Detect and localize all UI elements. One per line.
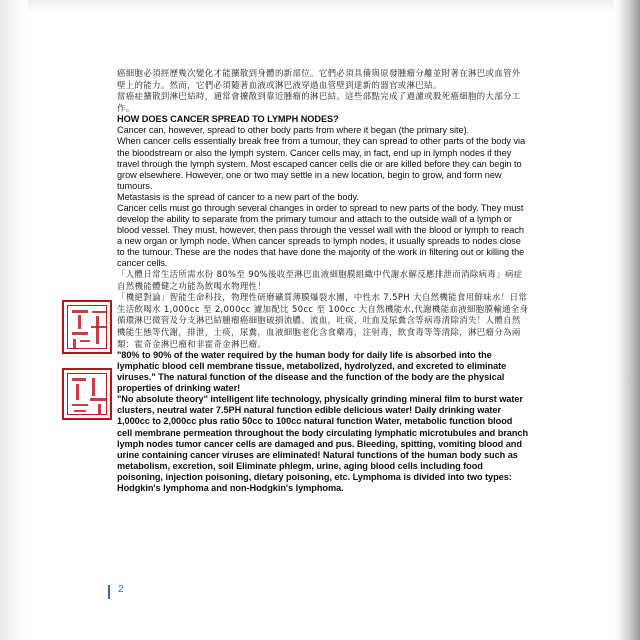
- page-number: 2: [118, 584, 124, 595]
- red-seal-stamp-top: [62, 300, 112, 354]
- seal-mark: [78, 315, 81, 329]
- seal-mark: [90, 398, 106, 401]
- paragraph-primary-site: Cancer can, however, spread to other body parts from where it began (the primary site).: [117, 125, 470, 136]
- paragraph-zh-metastasis: 癌細胞必須經歷幾次變化才能擴散到身體的新部位。它們必須具備與原發腫瘤分離並附著在淋巴或血管外壁上的能力。然而，它們必須隨著血液或淋巴液穿過血管壁到達新的器官或淋巴結。: [117, 68, 521, 90]
- seal-mark: [74, 410, 86, 412]
- scan-shadow-left: [0, 0, 28, 640]
- scan-shadow-top: [0, 0, 640, 14]
- paragraph-metastasis-definition: Metastasis is the spread of cancer to a new part of the body.: [117, 191, 359, 202]
- seal-mark: [80, 340, 90, 342]
- seal-mark: [72, 332, 88, 335]
- paragraph-water-technology-en: "No absolute theory" intelligent life technology, physically grinding mineral film to burst water clusters, neutral water 7.5PH natural function edible delicious water! Daily drinking water 1,000cc to 2,000cc plus ratio 50cc to 100cc natural function Water, metabolic function blood cell membrane permeation throughout the body circulating lymphatic microtubules and branch lymph nodes tumor cancer cells are damaged and pus. Bleeding, spitting, vomiting blood and urine containing cancer viruses are eliminated! Natural functions of the human body such as metabolism, excretion, soil Eliminate phlegm, urine, aging blood cells including food poisoning, injection poisoning, dietary poisoning, etc. Lymphoma is divided into two types: Hodgkin's lymphoma and non-Hodgkin's lymphoma.: [117, 394, 529, 493]
- paragraph-water-quote-en: "80% to 90% of the water required by the human body for daily life is absorbed into the lymphatic blood cell membrane tissue, metabolized, hydrolyzed, and excreted to eliminate viruses." The natural function of the disease and the function of the body are the physical properties of drinking water!: [117, 350, 507, 394]
- section-heading: HOW DOES CANCER SPREAD TO LYMPH NODES?: [117, 114, 339, 125]
- seal-mark: [73, 339, 76, 349]
- paragraph-cancer-cell-changes: Cancer cells must go through several changes in order to spread to new parts of the body. They must develop the ability to separate from the primary tumour and attach to the outside wall of a lymph or blood vessel. They must, however, then pass through the vessel wall with the blood or lymph to reach a new organ or lymph node. When cancer spreads to lymph nodes, it usually spreads to nodes close to the tumour. These are the nodes that have done the majority of the work in filtering out or killing the cancer cells.: [117, 202, 525, 268]
- seal-mark: [72, 378, 86, 381]
- paragraph-zh-water-quote: 「人體日常生活所需水份 80%至 90%後收至淋巴血液細胞膜組織中代謝水解反應排泄而消除病毒」病症自然機能體健之功能為飲喝水物理性！: [117, 269, 523, 291]
- seal-mark: [92, 311, 106, 313]
- seal-mark: [72, 404, 88, 406]
- seal-border: [67, 305, 107, 349]
- seal-mark: [98, 404, 101, 414]
- document-body: [117, 68, 529, 494]
- paragraph-zh-water-technology: 「機絕對論」智能生命科技，物理性研磨礦質薄膜爆裂水團，中性水 7.5PH 大自然機能食用鮮味水！日常生活飲喝水 1,000cc 至 2,000cc 濾加配比 50cc 至 100cc 大自然機能水,代謝機能血液細胞膜輸通全身循環淋巴微管及分支淋巴結腫瘤癌細胞破損流膿、流血，吐痰，吐血及尿糞含等病毒清除消失！人體自然機能生態等代謝，排泄，土痰，尿糞，血液細胞老化含食藥毒，注射毒，飲食毒等等清除，淋巴瘤分為兩類：霍奇金淋巴瘤和非霍奇金淋巴瘤。: [117, 292, 529, 349]
- seal-mark: [91, 326, 107, 328]
- paragraph-spread-routes: When cancer cells essentially break free from a tumour, they can spread to other parts of the body via the bloodstream or also the lymph system. Cancer cells may, in fact, end up in lymph nodes if they travel through the lymph system. Most escaped cancer cells die or are killed before they can begin to grow elsewhere. However, one or two may settle in a new location, begin to grow, and form new tumours.: [117, 136, 526, 191]
- seal-mark: [72, 310, 88, 313]
- seal-border: [67, 373, 107, 415]
- red-seal-stamp-bottom: [62, 368, 112, 420]
- scan-shadow-right: [614, 0, 640, 640]
- seal-mark: [76, 384, 79, 400]
- paragraph-zh-lymph-nodes: 當癌症擴散到淋巴結時，通常會擴散到靠近腫瘤的淋巴結。這些部點完成了過濾或殺死癌細胞的大部分工作。: [117, 91, 521, 113]
- footer-accent-bar: [108, 585, 110, 599]
- seal-mark: [92, 378, 95, 396]
- seal-mark: [96, 316, 99, 344]
